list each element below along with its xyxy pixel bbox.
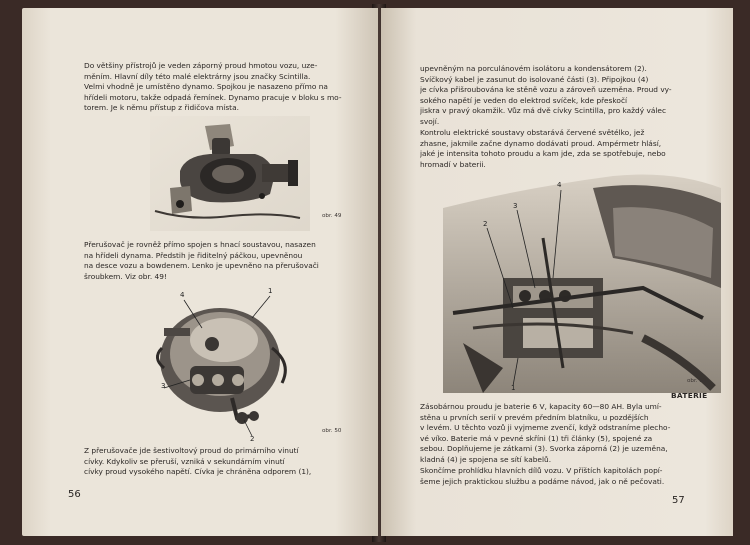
right-paragraph-4 [420,466,710,487]
page-number-right: 57 [672,495,685,506]
figure-50-caption: obr. 50 [322,428,342,434]
page-number-left: 56 [68,489,81,500]
left-paragraph-1 [84,61,374,114]
text-line: cívky proud vysokého napětí. Cívka je chráněna odporem (1), [84,467,312,477]
text-line: šeme jejich praktickou službu a podáme návod, jak o ně pečovati. [420,476,665,486]
figure-51-label-3: 3 [513,202,518,210]
text-line: Svíčkový kabel je zasunut do isolované části (3). Připojkou (4) [420,74,649,84]
text-line: hromadí v baterii. [420,159,486,169]
right-paragraph-1 [420,64,710,128]
text-line: stěna u prvních serií v prevém předním blatníku, u pozdějších [420,412,649,422]
right-paragraph-3 [420,402,710,466]
left-paragraph-3 [84,446,374,478]
text-line: Kontrolu elektrické soustavy obstarává červené světélko, jež [420,128,645,137]
figure-49-dynamo-photo [150,116,310,231]
text-line: upevněným na porculánovém isolátoru a kondensátorem (2). [420,64,647,73]
text-line: je cívka přišroubována ke stěně vozu a zároveň uzeměna. Proud vy- [420,85,672,95]
figure-50-label-2: 2 [250,435,255,443]
text-line: Skončíme prohlídku hlavních dílů vozu. V příštích kapitolách popí- [420,466,663,475]
left-page [22,8,378,536]
text-line: Přerušovač je rovněž přímo spojen s hnací soustavou, nasazen [84,240,316,249]
text-line: měním. Hlavní díly této malé elektrárny jsou značky Scintilla. [84,71,311,81]
text-line: Do většiny přístrojů je veden záporný proud hmotou vozu, uze- [84,61,318,70]
text-line: jiskra v pravý okamžik. Vůz má dvě cívky Scintilla, pro každý válec [420,106,667,116]
figure-50-breaker-photo [142,288,302,438]
figure-51-caption: obr. 51 [687,378,707,384]
text-line: jaké je intensita tohoto proudu a kam jde, zda se spotřebuje, nebo [420,149,666,159]
text-line: na desce vozu a bowdenem. Lenko je upevněno na přerušovači [84,261,319,271]
text-line: Zásobárnou proudu je baterie 6 V, kapacity 60—80 AH. Byla umí- [420,402,662,411]
figure-51-engine-bay-photo [443,168,721,393]
figure-51-label-2: 2 [483,220,488,228]
text-line: vé víko. Baterie má v pevné skříni (1) tři články (5), spojené za [420,433,653,443]
figure-50-label-1: 1 [268,287,273,295]
figure-51-label-1: 1 [511,384,516,392]
text-line: šroubkem. Viz obr. 49! [84,271,167,281]
figure-50-label-4: 4 [180,291,185,299]
text-line: Velmi vhodně je umístěno dynamo. Spojkou je nasazeno přímo na [84,82,328,92]
figure-49-caption: obr. 49 [322,213,342,219]
right-paragraph-2 [420,128,710,170]
text-line: zhasne, jakmile začne dynamo dodávati proud. Ampérmetr hlásí, [420,138,662,148]
section-heading-baterie: BATERIE [671,391,708,400]
text-line: sokého napětí je veden do elektrod svíček, kde přeskočí [420,95,628,105]
text-line: hřídeli motoru, takže odpadá řemínek. Dynamo pracuje v bloku s mo- [84,92,342,102]
text-line: torem. Je k němu přístup z řidičova místa. [84,103,239,113]
left-paragraph-2 [84,240,374,282]
text-line: Z přerušovače jde šestivoltový proud do primárního vinutí [84,446,299,455]
text-line: sebou. Doplňujeme je zátkami (3). Svorka záporná (2) je uzeměna, [420,444,668,454]
text-line: kladná (4) je spojena se sítí kabelů. [420,454,552,464]
text-line: svojí. [420,116,440,126]
figure-51-label-4: 4 [557,181,562,189]
figure-50-label-3: 3 [161,382,166,390]
right-page [381,8,733,536]
text-line: v levém. U těchto vozů ji vyjmeme zvenčí, když odstraníme plecho- [420,423,671,433]
text-line: cívky. Kdykoliv se přeruší, vzniká v sekundárním vinutí [84,456,285,466]
text-line: na hřídeli dynama. Předstih je řiditelný páčkou, upevněnou [84,250,303,260]
